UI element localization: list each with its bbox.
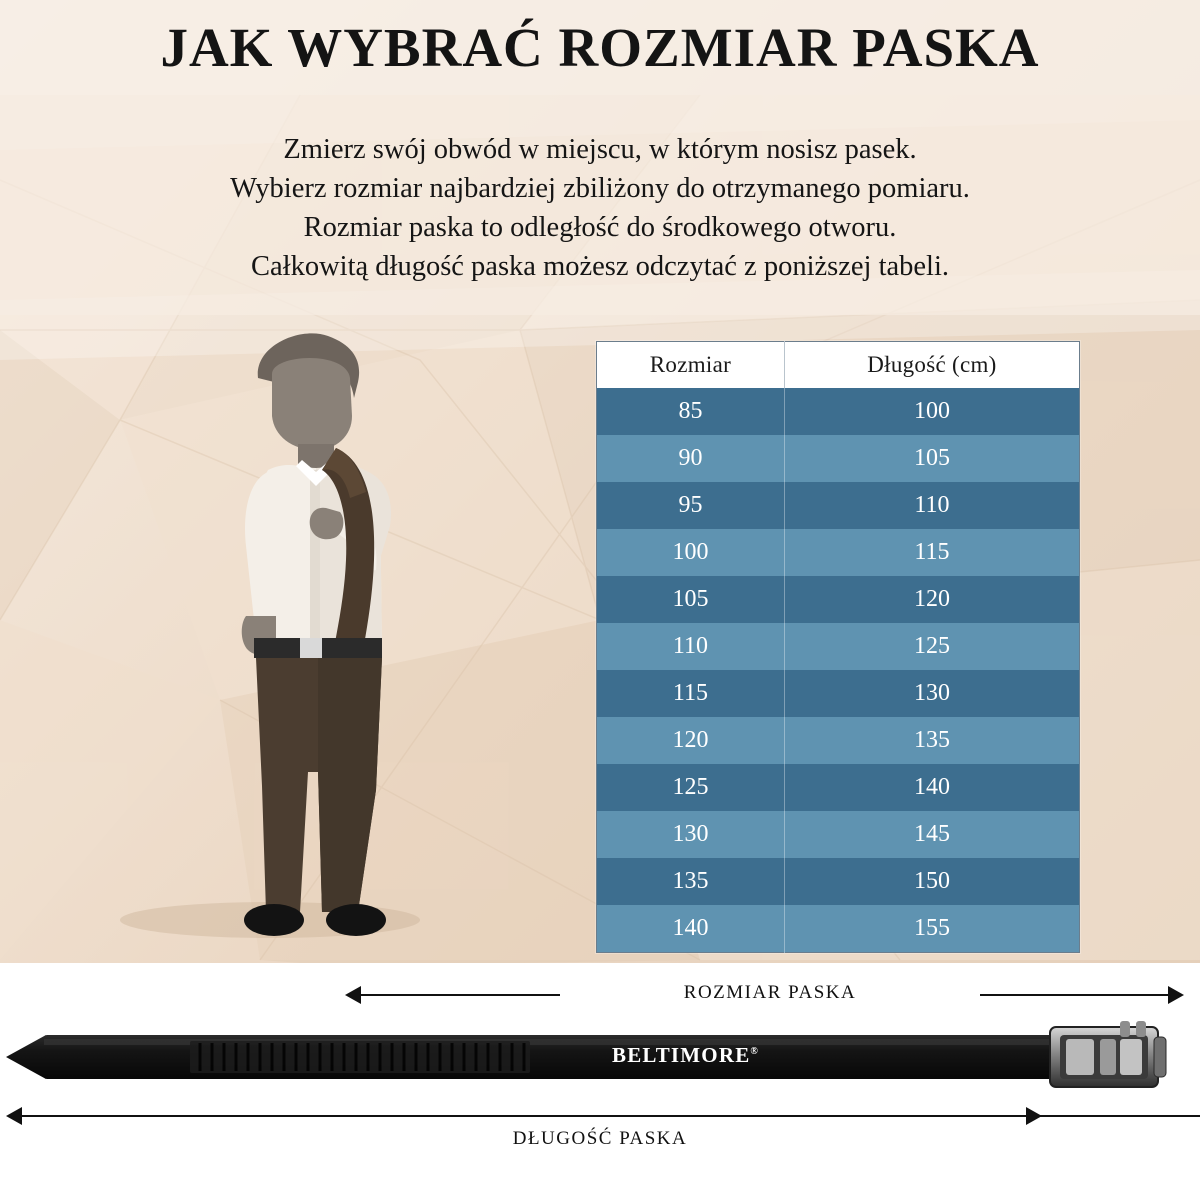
column-header-rozmiar: Rozmiar — [597, 342, 785, 389]
cell-length: 100 — [784, 388, 1079, 435]
cell-length: 140 — [784, 764, 1079, 811]
cell-size: 85 — [597, 388, 785, 435]
size-table — [596, 341, 1080, 953]
cell-size: 90 — [597, 435, 785, 482]
cell-length: 155 — [784, 905, 1079, 953]
table-row — [597, 623, 1080, 670]
length-arrow-right-head — [1026, 1107, 1042, 1125]
table-row — [597, 529, 1080, 576]
table-row — [597, 576, 1080, 623]
table-row — [597, 670, 1080, 717]
cell-size: 140 — [597, 905, 785, 953]
brand-registered-mark: ® — [750, 1046, 760, 1057]
brand-text: BELTIMORE — [612, 1043, 751, 1067]
table-row — [597, 482, 1080, 529]
column-header-dlugosc: Długość (cm) — [784, 342, 1079, 389]
table-row — [597, 435, 1080, 482]
table-row — [597, 388, 1080, 435]
cell-length: 120 — [784, 576, 1079, 623]
intro-line-2: Wybierz rozmiar najbardziej zbiliżony do otrzymanego pomiaru. — [230, 173, 970, 204]
length-arrow-line — [22, 1115, 1200, 1117]
table-row — [597, 905, 1080, 953]
table-row — [597, 764, 1080, 811]
intro-text — [0, 130, 1200, 286]
cell-size: 105 — [597, 576, 785, 623]
table-row — [597, 811, 1080, 858]
cell-size: 130 — [597, 811, 785, 858]
belt-length-label: DŁUGOŚĆ PASKA — [410, 1128, 790, 1150]
length-arrow-left-head — [6, 1107, 22, 1125]
person-illustration — [150, 320, 510, 940]
cell-size: 120 — [597, 717, 785, 764]
cell-length: 150 — [784, 858, 1079, 905]
cell-length: 105 — [784, 435, 1079, 482]
size-arrow-right-head — [1168, 986, 1184, 1004]
cell-size: 125 — [597, 764, 785, 811]
page-title: JAK WYBRAĆ ROZMIAR PASKA — [160, 17, 1040, 78]
intro-line-3: Rozmiar paska to odległość do środkowego otworu. — [303, 212, 897, 243]
cell-length: 125 — [784, 623, 1079, 670]
cell-size: 100 — [597, 529, 785, 576]
cell-size: 135 — [597, 858, 785, 905]
intro-line-4: Całkowitą długość paska możesz odczytać z poniższej tabeli. — [251, 251, 949, 282]
cell-size: 115 — [597, 670, 785, 717]
size-arrow-left-head — [345, 986, 361, 1004]
belt-size-label: ROZMIAR PASKA — [560, 982, 980, 1004]
cell-length: 115 — [784, 529, 1079, 576]
cell-size: 110 — [597, 623, 785, 670]
cell-length: 135 — [784, 717, 1079, 764]
table-row — [597, 717, 1080, 764]
page-title-band — [0, 0, 1200, 95]
belt-graphic — [0, 1015, 1200, 1100]
cell-size: 95 — [597, 482, 785, 529]
intro-line-1: Zmierz swój obwód w miejscu, w którym nosisz pasek. — [283, 134, 917, 165]
cell-length: 145 — [784, 811, 1079, 858]
belt-brand-label — [612, 1043, 759, 1068]
cell-length: 130 — [784, 670, 1079, 717]
table-header-row — [597, 342, 1080, 389]
cell-length: 110 — [784, 482, 1079, 529]
table-row — [597, 858, 1080, 905]
